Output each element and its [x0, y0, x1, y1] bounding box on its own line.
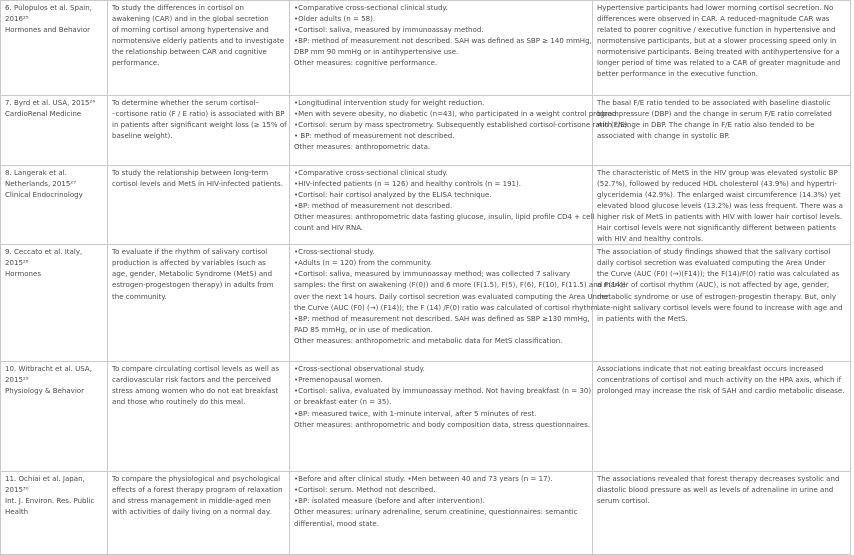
methods-line: Other measures: urinary adrenaline, serum creatinine, questionnaires: semantic [294, 507, 578, 517]
objective-cell [108, 1, 290, 96]
methods-line: Other measures: anthropometric data. [294, 142, 431, 152]
objective-cell [108, 472, 290, 555]
results-line: concentrations of cortisol and much activity on the HPA axis, which if [597, 375, 842, 385]
methods-cell [290, 96, 630, 166]
results-line: The associations revealed that forest therapy decreases systolic and [597, 474, 840, 484]
results-line: elevated blood glucose levels (13.2%) was less frequent. There was a [597, 201, 843, 211]
study-line: 10. Witbracht et al. USA, [5, 364, 92, 374]
methods-line: •Premenopausal women. [294, 375, 383, 385]
objective-line: cortisol levels and MetS in HIV-infected patients. [112, 179, 283, 189]
methods-line: •Cortisol: saliva, measured by immunoassay method; was collected 7 salivary [294, 269, 571, 279]
methods-line: •Cross-sectional observational study. [294, 364, 425, 374]
objective-line: performance. [112, 58, 160, 68]
results-line: differences were observed in CAR. A reduced-magnitude CAR was [597, 14, 830, 24]
methods-line: count and HIV RNA. [294, 223, 364, 233]
methods-line: •Cortisol: serum. Method not described. [294, 485, 436, 495]
methods-line: •Longitudinal intervention study for weight reduction. [294, 98, 485, 107]
table-row [1, 96, 851, 166]
study-cell [1, 472, 108, 555]
results-cell [593, 362, 851, 472]
objective-line: in patients after significant weight loss (≥ 15% of [112, 120, 287, 130]
results-line: (52.7%), followed by reduced HDL cholesterol (43.9%) and hypertri- [597, 179, 838, 189]
methods-line: or breakfast eater (n = 35). [294, 397, 392, 407]
methods-line: •Cortisol: saliva, evaluated by immunoassay method. Not having breakfast (n = 30) [294, 386, 592, 396]
study-line: CardioRenal Medicine [5, 109, 82, 119]
methods-line: differential, mood state. [294, 518, 379, 528]
objective-line: To compare circulating cortisol levels as well as [112, 364, 280, 374]
study-line: Hormones and Behavior [5, 25, 91, 35]
results-line: with change in DBP. The change in F/E ratio also tended to be [597, 120, 815, 130]
methods-line: the Curve (AUC (F0) (→) (F14)); the F (14) /F(0) ratio was calculated of cortisol rhythm. [294, 302, 600, 312]
methods-cell [290, 472, 593, 555]
table-row [1, 472, 851, 555]
results-line: blood pressure (DBP) and the change in serum F/E ratio correlated [597, 109, 832, 119]
methods-line: •BP: method of measurement not described. SAH was defined as SBP ≥130 mmHg, [294, 313, 590, 323]
objective-line: –cortisone ratio (F / E ratio) is associated with BP [112, 109, 285, 119]
study-line: Physiology & Behavior [5, 386, 85, 396]
objective-cell [108, 96, 290, 166]
objective-line: To study the differences in cortisol on [112, 3, 244, 12]
methods-line: •BP: isolated measure (before and after intervention). [294, 496, 485, 506]
objective-line: To evaluate if the rhythm of salivary cortisol [112, 247, 268, 257]
study-line: 2015²⁹ [5, 375, 29, 385]
methods-line: •HIV-infected patients (n = 126) and healthy controls (n = 191). [294, 179, 522, 189]
table-row [1, 362, 851, 472]
study-line: 11. Ochiai et al. Japan, [5, 474, 85, 484]
results-line: longer period of time was related to a CAR of greater magnitude and [597, 58, 841, 68]
methods-line: •BP: measured twice, with 1-minute interval, after 5 minutes of rest. [294, 408, 537, 418]
methods-line: Other measures: anthropometric and body composition data, stress questionnaires. [294, 419, 591, 429]
objective-line: with activities of daily living on a normal day. [112, 507, 272, 517]
study-line: 8. Langerak et al. [5, 168, 67, 177]
table-row [1, 166, 851, 245]
study-line: 7. Byrd et al. USA, 2015²⁶ [5, 98, 96, 107]
study-line: Health [5, 507, 29, 517]
results-line: metabolic syndrome or use of estrogen-progestin therapy. But, only [597, 291, 836, 301]
objective-line: age, gender, Metabolic Syndrome (MetS) and [112, 269, 273, 279]
objective-line: stress among women who do not eat breakfast [112, 386, 279, 396]
methods-line: •Adults (n = 120) from the community. [294, 258, 432, 268]
methods-cell [290, 166, 593, 245]
objective-cell [108, 362, 290, 472]
study-cell [1, 245, 108, 362]
objective-line: the relationship between CAR and cognitive [112, 47, 267, 57]
results-line: The basal F/E ratio tended to be associated with baseline diastolic [597, 98, 831, 107]
methods-line: •Before and after clinical study. •Men between 40 and 73 years (n = 17). [294, 474, 553, 484]
objective-line: normotensive elderly patients and to investigate [112, 36, 285, 46]
methods-line: •Comparative cross-sectional clinical study. [294, 168, 448, 177]
study-cell [1, 166, 108, 245]
methods-line: •Cortisol: serum by mass spectrometry. Subsequently established cortisol-cortisone ratio (F/E). [294, 120, 630, 130]
methods-line: •Men with severe obesity, no diabetic (n=43), who participated in a weight control program. [294, 109, 622, 119]
methods-line: •Older adults (n = 58). [294, 14, 376, 24]
study-line: 2015²⁸ [5, 258, 29, 268]
methods-line: DBP mm 90 mmHg or in antihypertensive use. [294, 47, 459, 57]
methods-line: •BP: method of measurement not described. SAH was defined as SBP ≥ 140 mmHg, [294, 36, 592, 46]
results-line: late-night salivary cortisol levels were found to increase with age and [597, 302, 843, 312]
results-line: normotensive participants. Being treated with antihypertensive for a [597, 47, 840, 57]
objective-line: To determine whether the serum cortisol– [112, 98, 260, 107]
study-line: 6. Pulopulos et al. Spain, [5, 3, 92, 12]
study-cell [1, 1, 108, 96]
results-line: Hair cortisol levels were not significantly different between patients [597, 223, 836, 233]
results-line: daily cortisol secretion was evaluated computing the Area Under [597, 258, 826, 268]
methods-cell [290, 1, 593, 96]
results-line: in patients with the MetS. [597, 313, 688, 323]
table-row [1, 245, 851, 362]
results-line: The characteristic of MetS in the HIV group was elevated systolic BP [597, 168, 838, 177]
study-line: 2016²⁵ [5, 14, 29, 24]
methods-line: •BP: method of measurement not described. [294, 201, 453, 211]
objective-line: and those who routinely do this meal. [112, 397, 246, 407]
methods-line: •Cortisol: saliva, measured by immunoassay method. [294, 25, 484, 35]
study-line: 2015³⁰ [5, 485, 29, 495]
objective-line: To compare the physiological and psychological [112, 474, 281, 484]
results-line: The association of study findings showed that the salivary cortisol [597, 247, 831, 257]
objective-line: and stress management in middle-aged men [112, 496, 271, 506]
study-line: 9. Ceccato et al. Italy, [5, 247, 83, 257]
methods-line: •Comparative cross-sectional clinical study. [294, 3, 448, 12]
methods-cell [290, 245, 626, 362]
results-line: the Curve (AUC (F0) (→)(F14)); the F(14)/F(0) ratio was calculated as [597, 269, 840, 279]
methods-cell [290, 362, 593, 472]
methods-line: • BP: method of measurement not described. [294, 131, 455, 141]
results-line: better performance in the executive function. [597, 69, 758, 79]
methods-line: •Cortisol: hair cortisol analyzed by the ELISA technique. [294, 190, 492, 200]
objective-line: estrogen-progestogen therapy) in adults from [112, 280, 274, 290]
methods-line: •Cross-sectional study. [294, 247, 375, 257]
results-cell [593, 166, 851, 245]
results-line: higher risk of MetS in patients with HIV with lower hair cortisol levels. [597, 212, 843, 222]
results-cell [593, 472, 851, 555]
methods-line: Other measures: anthropometric and metabolic data for MetS classification. [294, 335, 563, 345]
results-line: serum cortisol. [597, 496, 650, 506]
study-line: Hormones [5, 269, 42, 279]
results-line: glyceridemia (42.9%). The enlarged waist circumference (14.3%) yet [597, 190, 841, 200]
results-line: Hypertensive participants had lower morning cortisol secretion. No [597, 3, 834, 12]
objective-line: effects of a forest therapy program of relaxation [112, 485, 283, 495]
table-row [1, 1, 851, 96]
methods-line: Other measures: cognitive performance. [294, 58, 438, 68]
study-line: Netherlands, 2015²⁷ [5, 179, 77, 189]
objective-line: the community. [112, 291, 167, 301]
study-cell [1, 362, 108, 472]
objective-line: cardiovascular risk factors and the perceived [112, 375, 272, 385]
results-line: normotensive participants, but at a slower processing speed only in [597, 36, 837, 46]
results-cell [593, 1, 851, 96]
study-line: Int. J. Environ. Res. Public [5, 496, 95, 506]
objective-line: of morning cortisol among hypertensive and [112, 25, 269, 35]
results-line: a marker of cortisol rhythm (AUC), is not affected by age, gender, [597, 280, 830, 290]
methods-line: PAD 85 mmHg, or in use of medication. [294, 324, 433, 334]
objective-line: To study the relationship between long-term [112, 168, 269, 177]
methods-line: samples: the first on awakening (F(0)) and 6 more (F(1.5), F(5), F(6), F(10), F(11.5) and F(14)) [294, 280, 626, 290]
results-line: Associations indicate that not eating breakfast occurs increased [597, 364, 824, 374]
results-line: related to poorer cognitive / executive function in hypertensive and [597, 25, 836, 35]
results-line: with HIV and healthy controls. [597, 234, 704, 244]
study-cell [1, 96, 108, 166]
results-line: associated with change in systolic BP. [597, 131, 730, 141]
results-line: prolonged may increase the risk of SAH and cardio metabolic disease. [597, 386, 845, 396]
methods-line: over the next 14 hours. Daily cortisol secretion was evaluated computing the Area Under [294, 291, 609, 301]
objective-line: awakening (CAR) and in the global secretion [112, 14, 269, 24]
methods-line: Other measures: anthropometric data fasting glucose, insulin, lipid profile CD4 + cell [294, 212, 595, 222]
objective-cell [108, 245, 290, 362]
objective-cell [108, 166, 290, 245]
results-cell [593, 245, 851, 362]
results-line: diastolic blood pressure as well as levels of adrenaline in urine and [597, 485, 834, 495]
objective-line: production is affected by variables (such as [112, 258, 266, 268]
results-cell [593, 96, 851, 166]
objective-line: baseline weight). [112, 131, 173, 141]
study-line: Clinical Endocrinology [5, 190, 83, 200]
